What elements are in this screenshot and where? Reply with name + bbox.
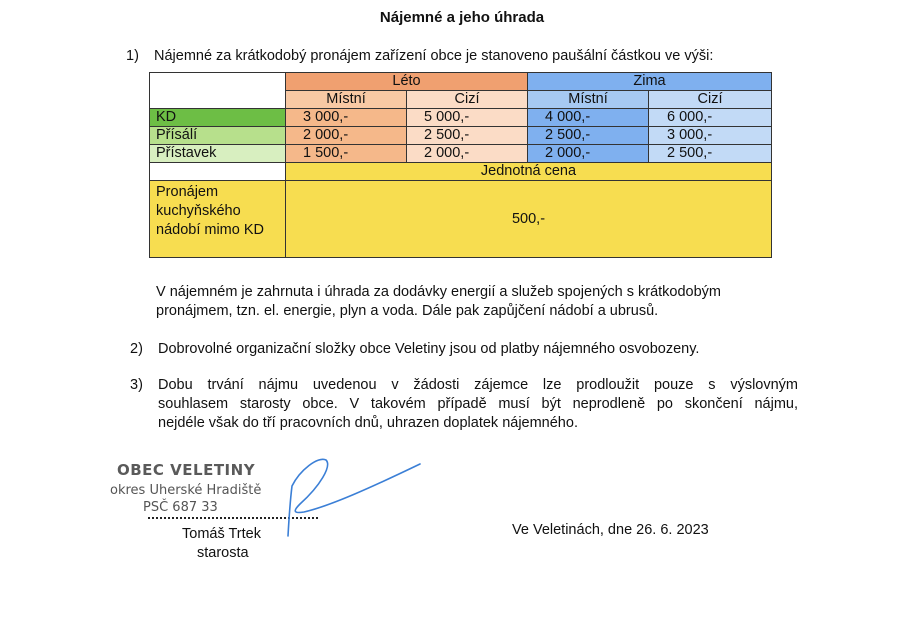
- table-row-prisali: [150, 127, 772, 145]
- price-cell: 2 000,-: [424, 145, 470, 161]
- price-note: [156, 283, 808, 321]
- place-and-date: Ve Veletinách, dne 26. 6. 2023: [512, 522, 709, 538]
- dishes-row: [150, 181, 772, 258]
- single-price-header: Jednotná cena: [286, 163, 772, 181]
- document-title: Nájemné a jeho úhrada: [379, 9, 545, 26]
- item-text-line: Dobu trvání nájmu uvedenou v žádosti zájemce lze prodloužit pouze s výslovným: [158, 377, 798, 393]
- table-row-pristavek: [150, 145, 772, 163]
- price-cell: 2 500,-: [424, 127, 470, 143]
- single-price-header-row: [150, 163, 772, 181]
- price-cell: 2 500,-: [667, 145, 713, 161]
- price-table: [149, 72, 772, 258]
- stamp-district: okres Uherské Hradiště: [110, 483, 262, 498]
- dishes-label: Pronájem kuchyňského nádobí mimo KD: [150, 181, 286, 258]
- price-cell: 4 000,-: [545, 109, 591, 125]
- season-zima-header: Zima: [528, 73, 772, 91]
- price-cell: 5 000,-: [424, 109, 470, 125]
- item-number: 2): [130, 341, 143, 357]
- column-header: Cizí: [407, 91, 528, 109]
- price-cell: 3 000,-: [667, 127, 713, 143]
- column-header: Cizí: [649, 91, 772, 109]
- season-leto-header: Léto: [286, 73, 528, 91]
- dishes-value: 500,-: [286, 181, 772, 258]
- price-cell: 2 500,-: [545, 127, 591, 143]
- price-cell: 2 000,-: [545, 145, 591, 161]
- table-corner: [150, 73, 286, 109]
- note-line: pronájmem, tzn. el. energie, plyn a voda. Dále pak zapůjčení nádobí a ubrusů.: [156, 303, 659, 319]
- table-row-kd: [150, 109, 772, 127]
- price-cell: 6 000,-: [667, 109, 713, 125]
- item-number: 1): [126, 48, 139, 64]
- item-text: Nájemné za krátkodobý pronájem zařízení obce je stanoveno paušální částkou ve výši:: [154, 48, 714, 64]
- item-text-block: [158, 376, 798, 433]
- item-text-line: souhlasem starosty obce. V takovém případě musí být neprodleně po skončení nájmu,: [158, 396, 798, 412]
- row-label: Přísálí: [150, 127, 286, 145]
- signature-mark: [270, 452, 430, 542]
- item-text: Dobrovolné organizační složky obce Veletiny jsou od platby nájemného osvobozeny.: [158, 341, 700, 357]
- price-cell: 1 500,-: [303, 145, 349, 161]
- season-header-row: [150, 73, 772, 91]
- table-empty-cell: [150, 163, 286, 181]
- note-line: V nájemném je zahrnuta i úhrada za dodávky energií a služeb spojených s krátkodobým: [156, 284, 722, 300]
- list-item-1: [126, 47, 806, 67]
- row-label: Přístavek: [150, 145, 286, 163]
- price-cell: 2 000,-: [303, 127, 349, 143]
- column-header: Místní: [286, 91, 407, 109]
- stamp-postcode: PSČ 687 33: [143, 500, 218, 515]
- row-label: KD: [150, 109, 286, 127]
- item-number: 3): [130, 377, 143, 393]
- signer-role: starosta: [197, 545, 249, 561]
- price-cell: 3 000,-: [303, 109, 349, 125]
- item-text-line: nejdéle však do tří pracovních dnů, uhrazen doplatek nájemného.: [158, 415, 578, 431]
- signer-name: Tomáš Trtek: [182, 526, 261, 542]
- list-item-2: [130, 340, 810, 360]
- column-header: Místní: [528, 91, 649, 109]
- list-item-3: [130, 376, 810, 436]
- stamp-name: OBEC VELETINY: [117, 461, 256, 479]
